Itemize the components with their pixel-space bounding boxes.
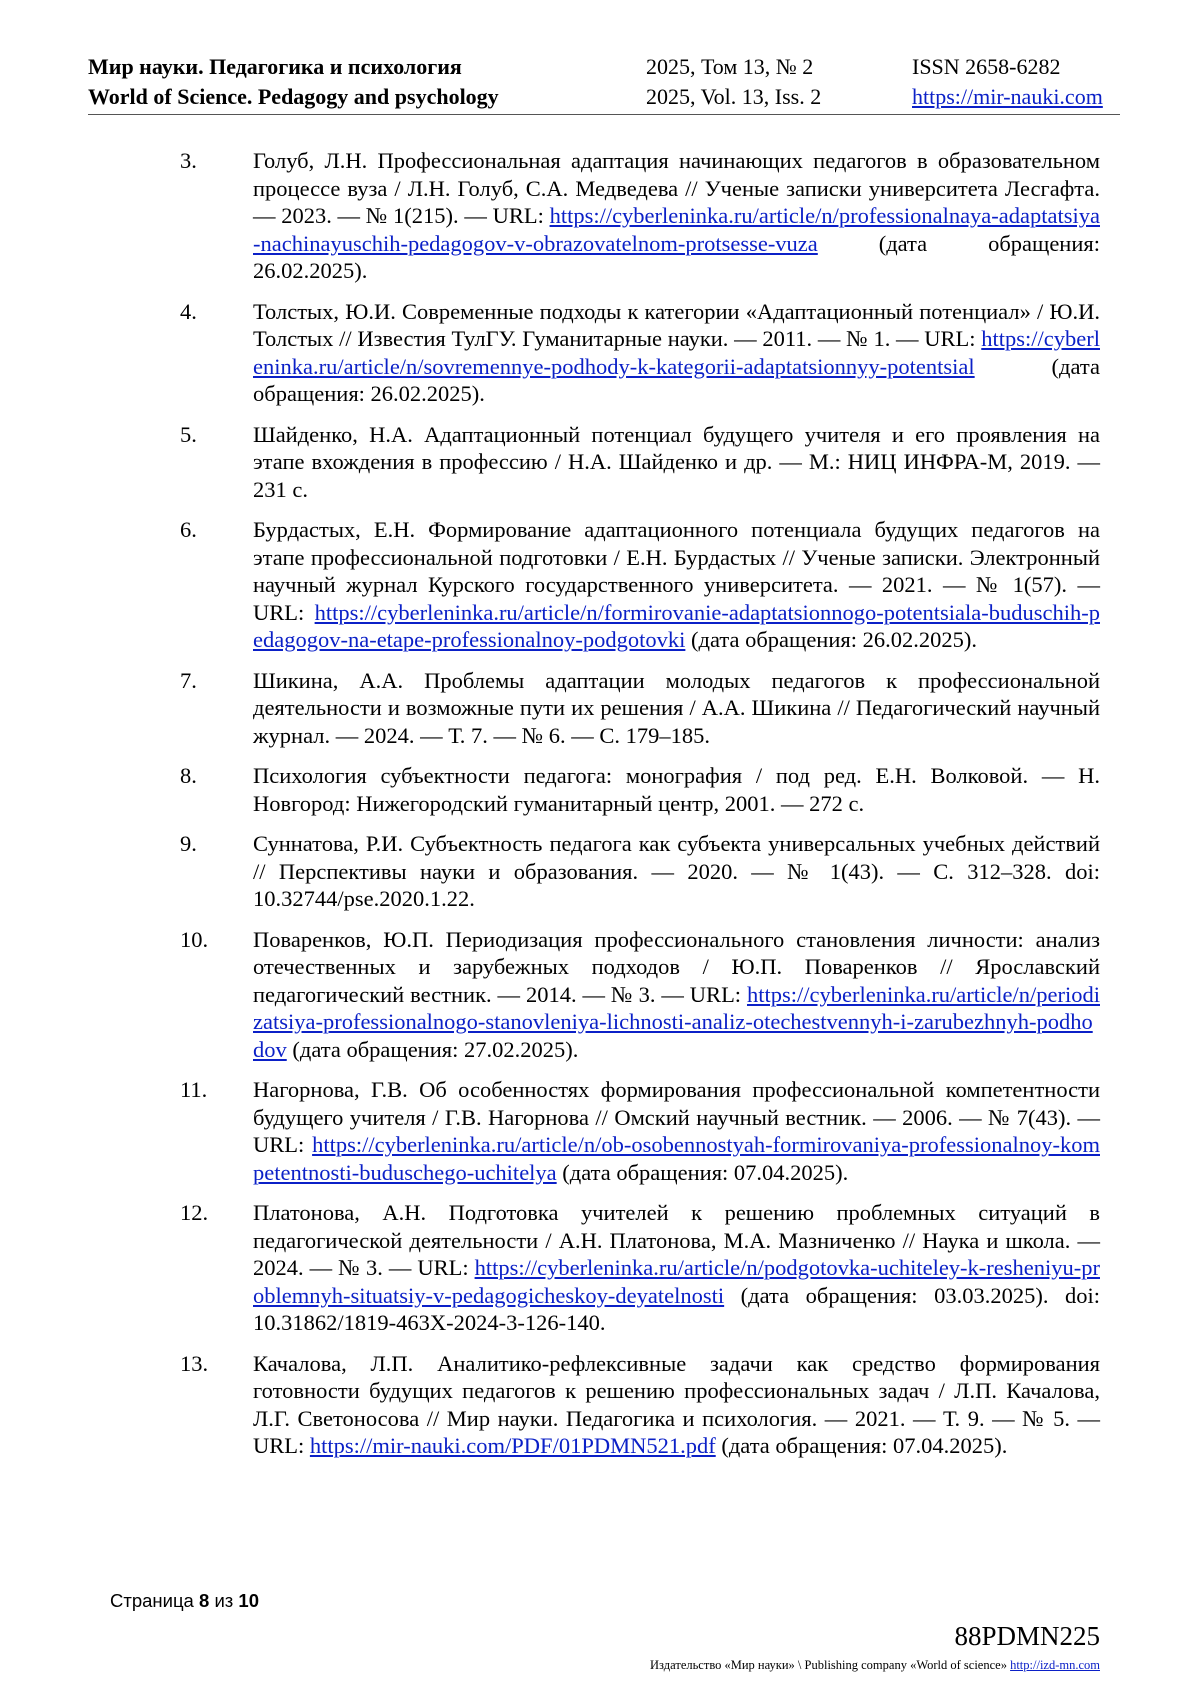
reference-item [180, 830, 1100, 913]
reference-text: Шайденко, Н.А. Адаптационный потенциал будущего учителя и его проявления на этапе вхождения в профессию / Н.А. Шайденко и др. — М.: НИЦ ИНФРА-М, 2019. — 231 с. [253, 421, 1100, 502]
publisher-text: Издательство «Мир науки» \ Publishing company «World of science» [650, 1658, 1011, 1672]
reference-text: Шикина, А.А. Проблемы адаптации молодых педагогов к профессиональной деятельности и возможные пути их решения / А.А. Шикина // Педагогический научный журнал. — 2024. — Т. 7. — № 6. — С. 179–185. [253, 667, 1100, 748]
publisher-link[interactable]: http://izd-mn.com [1010, 1658, 1100, 1672]
reference-number: 4. [180, 298, 197, 324]
reference-access-date: (дата обращения: 03.03.2025). doi: 10.31862/1819-463X-2024-3-126-140. [253, 1282, 1100, 1335]
reference-number: 8. [180, 763, 197, 788]
reference-number: 12. [180, 1200, 209, 1225]
reference-number: 9. [180, 831, 197, 856]
issue-info [646, 52, 821, 112]
reference-text: Толстых, Ю.И. Современные подходы к категории «Адаптационный потенциал» / Ю.И. Толстых // Известия ТулГУ. Гуманитарные науки. — 2011. — № 1. — URL: [253, 298, 1100, 351]
page-total: 10 [238, 1590, 259, 1611]
journal-title-ru: Мир науки. Педагогика и психология [88, 54, 462, 79]
reference-item [180, 762, 1100, 817]
reference-item [180, 667, 1100, 750]
reference-item [180, 1350, 1100, 1460]
journal-site-link[interactable]: https://mir-nauki.com [912, 84, 1103, 109]
reference-item [180, 516, 1100, 654]
issue-info-ru: 2025, Том 13, № 2 [646, 54, 814, 79]
reference-access-date: (дата обращения: 26.02.2025). [253, 230, 1100, 283]
journal-title [88, 52, 499, 112]
reference-item [180, 298, 1100, 408]
reference-link[interactable]: https://cyberleninka.ru/article/n/ob-osobennostyah-formirovaniya-professionalnoy-kompetentnosti-buduschego-uchitelya [253, 1132, 1100, 1185]
reference-text: Поваренков, Ю.П. Периодизация профессионального становления личности: анализ отечественных и зарубежных подходов / Ю.П. Поваренков // Ярославский педагогический вестник. — 2014. — № 3. — URL: [253, 926, 1100, 1007]
page-current: 8 [199, 1590, 210, 1611]
reference-access-date: (дата обращения: 26.02.2025). [685, 627, 977, 652]
reference-link[interactable]: https://cyberleninka.ru/article/n/podgotovka-uchiteley-k-resheniyu-problemnyh-situatsiy-v-pedagogicheskoy-deyatelnosti [253, 1255, 1100, 1308]
journal-title-en: World of Science. Pedagogy and psychology [88, 84, 499, 109]
issn: ISSN 2658-6282 [912, 54, 1061, 79]
reference-link[interactable]: https://mir-nauki.com/PDF/01PDMN521.pdf [309, 1433, 716, 1458]
reference-text: Психология субъектности педагога: монография / под ред. Е.Н. Волковой. — Н. Новгород: Нижегородский гуманитарный центр, 2001. — 272 с. [253, 763, 1100, 816]
reference-text: Платонова, А.Н. Подготовка учителей к решению проблемных ситуаций в педагогической деятельности / А.Н. Платонова, М.А. Мазниченко // Наука и школа. — 2024. — № 3. — URL: [253, 1200, 1100, 1280]
reference-number: 11. [180, 1077, 208, 1102]
reference-number: 3. [180, 148, 197, 173]
page-word: Страница [110, 1590, 194, 1611]
reference-item [180, 926, 1100, 1064]
reference-item [180, 1076, 1100, 1186]
reference-text: Голуб, Л.Н. Профессиональная адаптация начинающих педагогов в образовательном процессе вуза / Л.Н. Голуб, С.А. Медведева // Ученые записки университета Лесгафта. — 2023. — № 1(215). — URL: [253, 148, 1100, 228]
reference-number: 13. [180, 1350, 209, 1376]
reference-text: Нагорнова, Г.В. Об особенностях формирования профессиональной компетентности будущего учителя / Г.В. Нагорнова // Омский научный вестник. — 2006. — № 7(43). — URL: [253, 1077, 1100, 1157]
reference-item [180, 147, 1100, 285]
page-of: из [214, 1590, 234, 1611]
reference-link[interactable]: https://cyberleninka.ru/article/n/sovremennye-podhody-k-kategorii-adaptatsionnyy-potentsial [253, 326, 1100, 379]
publisher-line [650, 1658, 1100, 1673]
reference-item [180, 421, 1100, 504]
issue-info-en: 2025, Vol. 13, Iss. 2 [646, 84, 822, 109]
reference-access-date: (дата обращения: 27.02.2025). [286, 1036, 579, 1062]
reference-text: Бурдастых, Е.Н. Формирование адаптационного потенциала будущих педагогов на этапе профессиональной подготовки / Е.Н. Бурдастых // Ученые записки. Электронный научный журнал Курского государственного университета. — 2021. — № 1(57). — URL: [253, 517, 1100, 625]
reference-link[interactable]: https://cyberleninka.ru/article/n/formirovanie-adaptatsionnogo-potentsiala-buduschih-pedagogov-na-etape-professionalnoy-podgotovki [253, 599, 1100, 652]
reference-link[interactable]: https://cyberleninka.ru/article/n/periodizatsiya-professionalnogo-stanovleniya-lichnosti-analiz-otechestvennyh-i-zarubezhnyh-podhodov [253, 981, 1100, 1062]
reference-text: Суннатова, Р.И. Субъектность педагога как субъекта универсальных учебных действий // Перспективы науки и образования. — 2020. — № 1(43). — С. 312–328. doi: 10.32744/pse.2020.1.22. [253, 831, 1100, 911]
page-header [88, 52, 1120, 115]
reference-number: 7. [180, 667, 197, 693]
page-counter [110, 1590, 259, 1612]
reference-list [180, 147, 1100, 1473]
reference-text: Качалова, Л.П. Аналитико-рефлексивные задачи как средство формирования готовности будущих педагогов к решению профессиональных задач / Л.П. Качалова, Л.Г. Светоносова // Мир науки. Педагогика и психология. — 2021. — Т. 9. — № 5. — URL: [253, 1350, 1100, 1458]
reference-access-date: (дата обращения: 26.02.2025). [253, 353, 1100, 406]
reference-link[interactable]: https://cyberleninka.ru/article/n/professionalnaya-adaptatsiya-nachinayuschih-pedagogov-v-obrazovatelnom-protsesse-vuza [253, 203, 1100, 256]
reference-item [180, 1199, 1100, 1337]
reference-number: 10. [180, 926, 209, 952]
reference-access-date: (дата обращения: 07.04.2025). [556, 1159, 849, 1185]
reference-number: 6. [180, 517, 197, 542]
article-code: 88PDMN225 [954, 1621, 1100, 1651]
reference-number: 5. [180, 421, 197, 447]
reference-access-date: (дата обращения: 07.04.2025). [715, 1433, 1008, 1458]
issn-block [912, 52, 1103, 112]
